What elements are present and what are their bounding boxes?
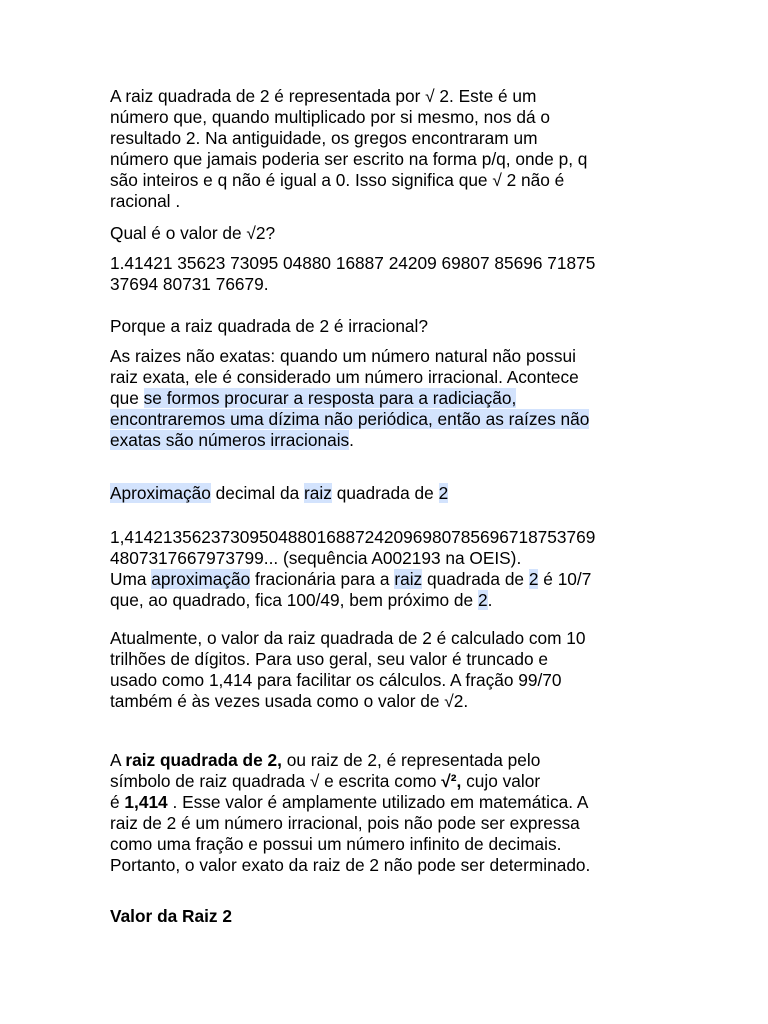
heading-text: quadrada de	[331, 483, 439, 503]
raiz2-paragraph	[110, 750, 670, 876]
highlighted-text: encontraremos uma dízima não periódica, então as raízes não	[110, 409, 590, 429]
raizes-line	[110, 409, 670, 430]
digits-line: 1.41421 35623 73095 04880 16887 24209 69807 85696 71875	[110, 253, 596, 273]
highlighted-word: 2	[528, 569, 539, 589]
decimal-text: que, ao quadrado, fica 100/49, bem próximo de	[110, 590, 478, 610]
highlighted-word: raiz	[394, 569, 423, 589]
raizes-line: As raizes não exatas: quando um número natural não possui	[110, 346, 576, 366]
raiz2-line	[110, 750, 670, 771]
highlighted-word: raiz	[304, 483, 332, 503]
decimal-text: quadrada de	[422, 569, 529, 589]
bold-text: 1,414	[124, 792, 168, 812]
aprox-heading	[110, 483, 670, 504]
highlighted-text: exatas são números irracionais	[110, 430, 350, 450]
atualmente-line: trilhões de dígitos. Para uso geral, seu valor é truncado e	[110, 649, 549, 669]
question-porque	[110, 316, 670, 337]
raizes-text: que	[110, 388, 144, 408]
decimal-line	[110, 590, 670, 611]
highlighted-word: aproximação	[151, 569, 251, 589]
decimal-line: 4807317667973799... (sequência A002193 na OEIS).	[110, 548, 522, 568]
valor-heading-text: Valor da Raiz 2	[110, 906, 232, 926]
highlighted-word: Aproximação	[110, 483, 211, 503]
raizes-line	[110, 388, 670, 409]
raizes-text: .	[349, 430, 354, 450]
heading-text: decimal da	[210, 483, 305, 503]
raizes-line: raiz exata, ele é considerado um número irracional. Acontece	[110, 367, 579, 387]
highlighted-word: 2	[438, 483, 449, 503]
raiz2-line: Portanto, o valor exato da raiz de 2 não pode ser determinado.	[110, 855, 591, 875]
decimal-text: .	[487, 590, 493, 610]
raiz2-line	[110, 771, 670, 792]
intro-line: número que, quando multiplicado por si mesmo, nos dá o	[110, 107, 550, 127]
atualmente-line: usado como 1,414 para facilitar os cálculos. A fração 99/70	[110, 670, 562, 690]
bold-text: raiz quadrada de 2,	[125, 750, 282, 770]
intro-line: são inteiros e q não é igual a 0. Isso significa que √ 2 não é	[110, 170, 565, 190]
raiz2-text: . Esse valor é amplamente utilizado em matemática. A	[167, 792, 589, 812]
atualmente-line: Atualmente, o valor da raiz quadrada de 2 é calculado com 10	[110, 628, 586, 648]
decimal-text: é 10/7	[538, 569, 592, 589]
intro-line: A raiz quadrada de 2 é representada por √ 2. Este é um	[110, 86, 537, 106]
raiz2-line: como uma fração e possui um número infinito de decimais.	[110, 834, 562, 854]
digits-line: 37694 80731 76679.	[110, 274, 269, 294]
raiz2-text: símbolo de raiz quadrada √ e escrita como	[110, 771, 442, 791]
bold-text: √²,	[441, 771, 462, 791]
decimal-text: Uma	[110, 569, 152, 589]
raizes-paragraph	[110, 346, 670, 451]
raiz2-text: cujo valor	[461, 771, 541, 791]
atualmente-paragraph	[110, 628, 670, 712]
highlighted-word: 2	[477, 590, 488, 610]
intro-line: resultado 2. Na antiguidade, os gregos encontraram um	[110, 128, 538, 148]
question-porque-text: Porque a raiz quadrada de 2 é irracional?	[110, 316, 428, 336]
decimal-line: 1,4142135623730950488016887242096980785696718753769	[110, 527, 596, 547]
intro-line: número que jamais poderia ser escrito na forma p/q, onde p, q	[110, 149, 588, 169]
raizes-line	[110, 430, 670, 451]
question-valor-text: Qual é o valor de √2?	[110, 223, 276, 243]
valor-heading	[110, 906, 670, 927]
highlighted-text: se formos procurar a resposta para a radiciação,	[143, 388, 517, 408]
decimal-text: fracionária para a	[250, 569, 395, 589]
raiz2-text: ou raiz de 2, é representada pelo	[281, 750, 541, 770]
intro-paragraph	[110, 86, 670, 212]
aprox-heading-line	[110, 483, 670, 504]
intro-line: racional .	[110, 191, 181, 211]
valor-digits	[110, 253, 670, 295]
raiz2-line	[110, 792, 670, 813]
decimal-line	[110, 569, 670, 590]
raiz2-text: A	[110, 750, 126, 770]
raiz2-line: raiz de 2 é um número irracional, pois não pode ser expressa	[110, 813, 580, 833]
question-valor	[110, 223, 670, 244]
raiz2-text: é	[110, 792, 125, 812]
atualmente-line: também é às vezes usada como o valor de √2.	[110, 691, 469, 711]
decimal-paragraph	[110, 527, 670, 611]
